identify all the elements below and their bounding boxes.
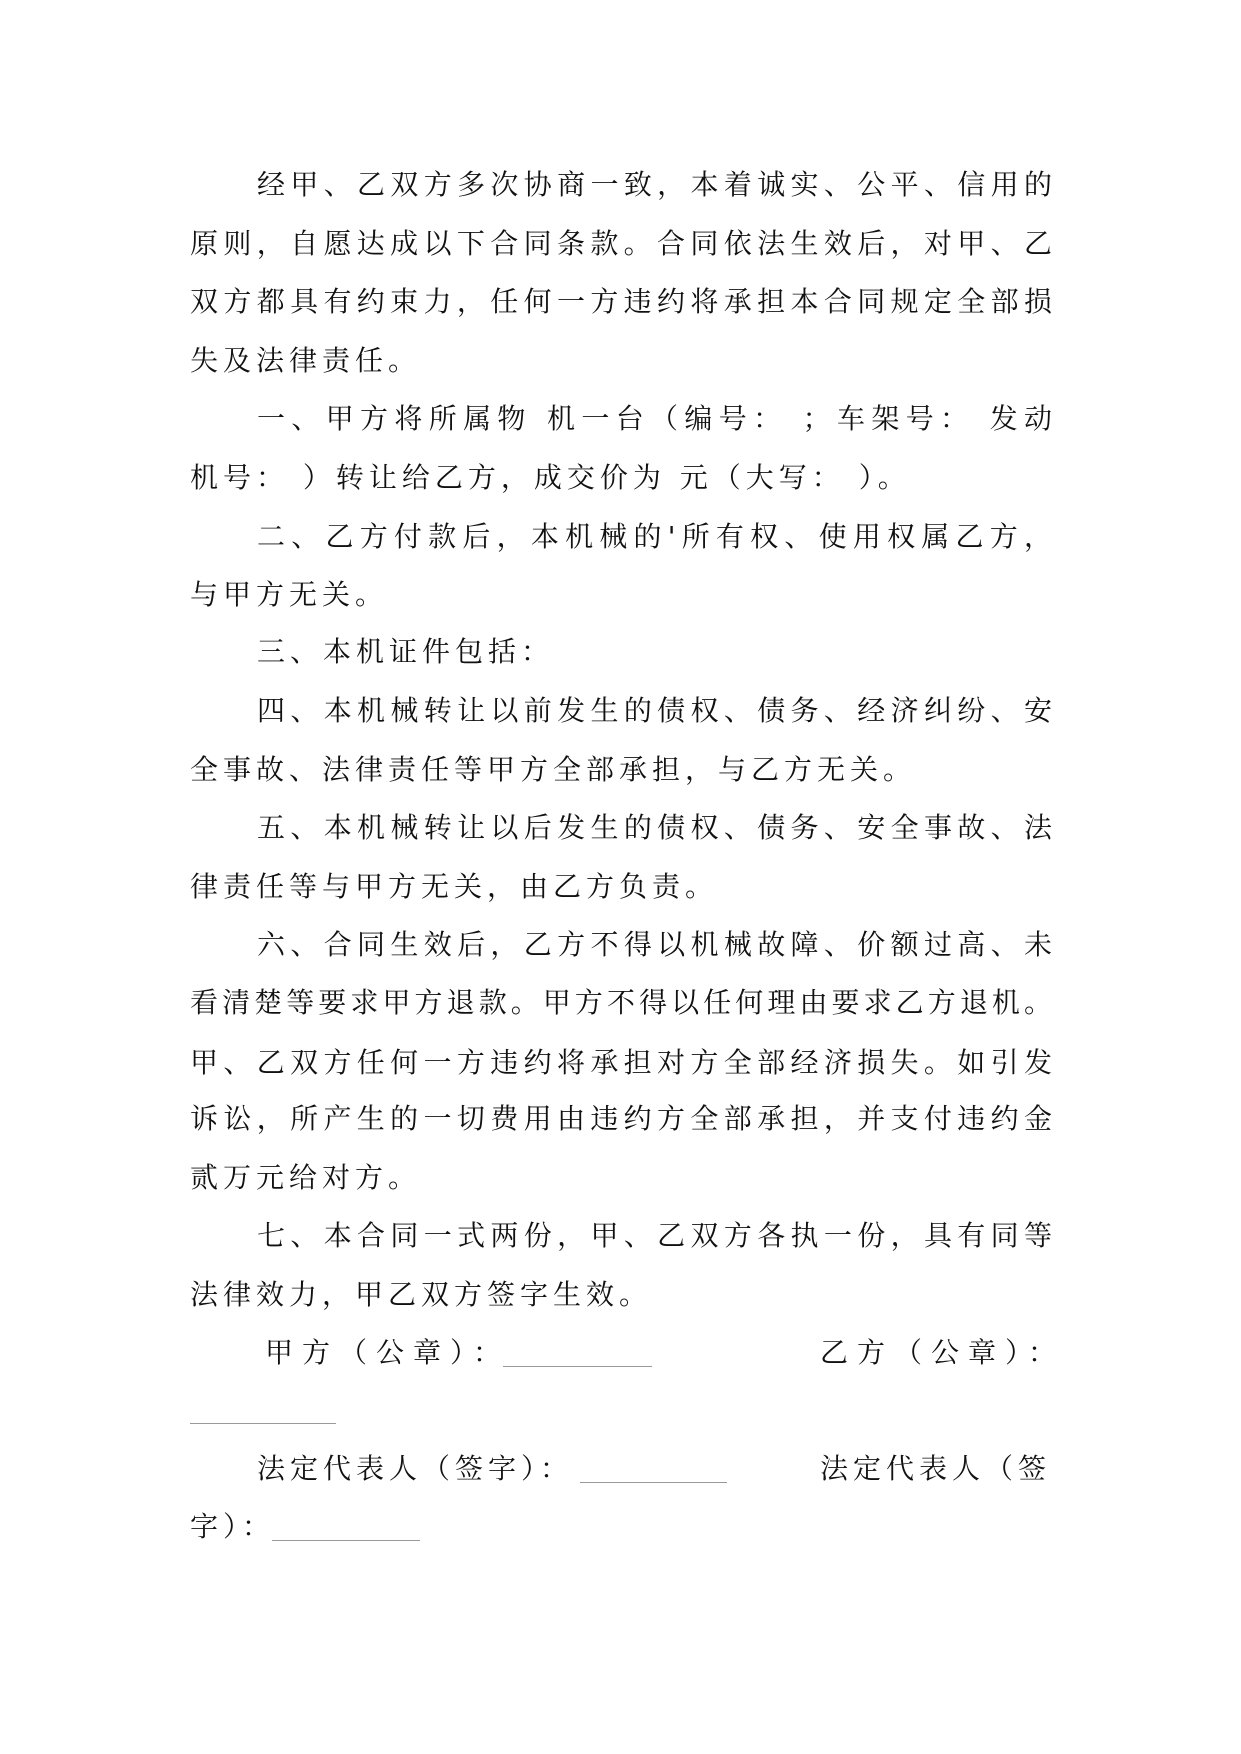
paragraph-line: 经甲、乙双方多次协商一致，本着诚实、公平、信用的 [257, 168, 1052, 201]
clause-6-cont: 贰万元给对方。 [190, 1161, 422, 1194]
party-a-seal-blank [503, 1366, 652, 1367]
clause-1: 一、甲方将所属物 机一台（编号： ；车架号： 发动 [257, 402, 1052, 435]
rep-b-blank [272, 1540, 420, 1541]
clause-2: 二、乙方付款后，本机械的'所有权、使用权属乙方， [257, 520, 1052, 553]
clause-5-cont: 律责任等与甲方无关，由乙方负责。 [190, 870, 719, 903]
clause-5: 五、本机械转让以后发生的债权、债务、安全事故、法 [257, 811, 1052, 844]
clause-2-cont: 与甲方无关。 [190, 578, 389, 611]
clause-6-cont: 甲、乙双方任何一方违约将承担对方全部经济损失。如引发 [190, 1046, 1052, 1079]
clause-4: 四、本机械转让以前发生的债权、债务、经济纠纷、安 [257, 694, 1052, 727]
paragraph-line: 原则，自愿达成以下合同条款。合同依法生效后，对甲、乙 [190, 227, 1052, 260]
party-b-seal-blank [190, 1423, 336, 1424]
clause-6: 六、合同生效后，乙方不得以机械故障、价额过高、未 [257, 928, 1052, 961]
paragraph-line: 失及法律责任。 [190, 344, 422, 377]
rep-a-label: 法定代表人（签字）： [257, 1452, 574, 1485]
rep-b-label-cont: 字）： [190, 1510, 276, 1543]
paragraph-line: 双方都具有约束力，任何一方违约将承担本合同规定全部损 [190, 285, 1052, 318]
clause-4-cont: 全事故、法律责任等甲方全部承担，与乙方无关。 [190, 753, 917, 786]
rep-b-label: 法定代表人（签 [820, 1452, 1052, 1485]
clause-3: 三、本机证件包括： [257, 635, 555, 668]
party-a-seal-label: 甲方（公章）： [265, 1336, 511, 1369]
rep-a-blank [580, 1482, 727, 1483]
clause-7: 七、本合同一式两份，甲、乙双方各执一份，具有同等 [257, 1219, 1052, 1252]
clause-6-cont: 诉讼，所产生的一切费用由违约方全部承担，并支付违约金 [190, 1102, 1052, 1135]
party-b-seal-label: 乙方（公章）： [820, 1336, 1066, 1369]
clause-6-cont: 看清楚等要求甲方退款。甲方不得以任何理由要求乙方退机。 [190, 986, 1052, 1019]
clause-7-cont: 法律效力，甲乙双方签字生效。 [190, 1278, 653, 1311]
clause-1-cont: 机号： ）转让给乙方，成交价为 元（大写： ）。 [190, 461, 911, 494]
